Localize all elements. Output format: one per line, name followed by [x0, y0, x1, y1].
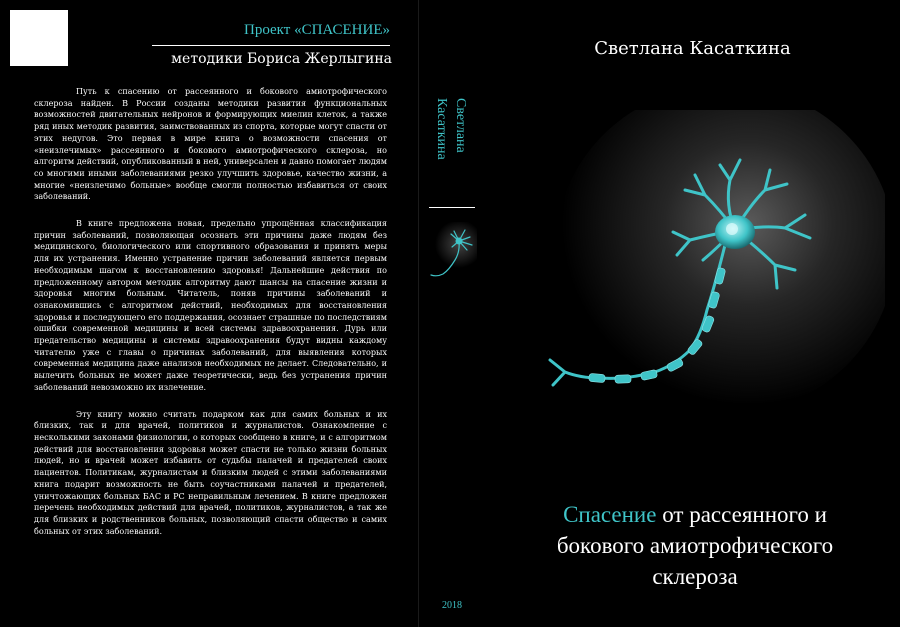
neuron-illustration — [525, 110, 885, 440]
book-title — [495, 499, 895, 592]
spine-title-line-1: Светлана — [453, 98, 468, 153]
back-cover — [0, 0, 418, 627]
spine-neuron-image — [427, 222, 477, 282]
barcode-placeholder — [10, 10, 68, 66]
spine-title-line-2: Касаткина — [434, 98, 449, 160]
blurb-text — [34, 86, 387, 552]
author-name: Светлана Касаткина — [594, 38, 791, 59]
title-line-3: склероза — [652, 564, 738, 589]
blurb-paragraph-2: В книге предложена новая, предельно упрощённая классификация причин заболеваний, позволяющая осознать эти причины даже людям без медицинского, биологического или спортивного образования и принять меры для их устранения. Именно устранение причин заболеваний является первым необходимым шагом к восстановлению здоровья! Дальнейшие действия по предложенному автором методик алгоритму дают шансы на спасение жизни и здоровья многим больным. Читатель, поняв причины заболеваний и ознакомившись с алгоритмом действий, необходимых для восстановления здоровья и последующего его поддержания, осознает страшные по последствиям ошибки современной медицины и всей системы здравоохранения. Дурь или предательство медицины и системы здравоохранения будут видны каждому читателю уже с главы о причинах заболеваний, для выявления которых современная медицина даже анализов необходимых не делает. Следовательно, и вылечить больных не может даже теоретически, ведь без устранения причин заболеваний невозможно их излечение. — [34, 219, 387, 392]
blurb-paragraph-3: Эту книгу можно считать подарком как для самих больных и их близких, так и для врачей, политиков и журналистов. Ознакомление с несколькими законами физиологии, о которых сообщено в книге, и с алгоритмом действий для восстановления здоровья может спасти не только жизни больных людей, но и врачей может избавить от судьбы палачей и предателей своих пациентов. Политикам, журналистам и близким людей с этими заболеваниями книга подарит возможность не быть соучастниками палачей и предателей, уничтожающих больных БАС и РС неправильным лечением. В книге предложен перечень необходимых действий для врачей, политиков, журналистов, а так же для близких и родственников больных, позволяющий спасти общество и самих больных от этих заболеваний. — [34, 409, 387, 536]
project-title: Проект «СПАСЕНИЕ» — [244, 22, 390, 38]
title-line-1-rest: от рассеянного и — [656, 502, 827, 527]
title-highlight: Спасение — [563, 502, 657, 527]
blurb-paragraph-1: Путь к спасению от рассеянного и бокового амиотрофического склероза найден. В России созданы методики развития функциональных возможностей двигательных нейронов и формирующих миелин клеток, а также ряд иных методик развития, заимствованных из спорта, которые могут спасти от этих недугов. Это первая в мире книга о возможности спасения от «неизлечимых» рассеянного и бокового амиотрофического склероза, но алгоритм действий, опубликованный в ней, универсален и давно помогает людям со многими иными заболеваниями резко улучшить здоровье, качество жизни, а многие «неизлечимо больные» вообще смогли полностью избавиться от своих заболеваний. — [34, 87, 387, 202]
title-line-2: бокового амиотрофического — [556, 533, 834, 558]
spine — [418, 0, 486, 627]
front-cover — [485, 0, 900, 627]
spine-title — [419, 98, 485, 208]
divider — [152, 45, 390, 46]
method-subtitle: методики Бориса Жерлыгина — [171, 51, 392, 67]
spine-year: 2018 — [442, 600, 462, 611]
spine-divider — [429, 207, 475, 208]
